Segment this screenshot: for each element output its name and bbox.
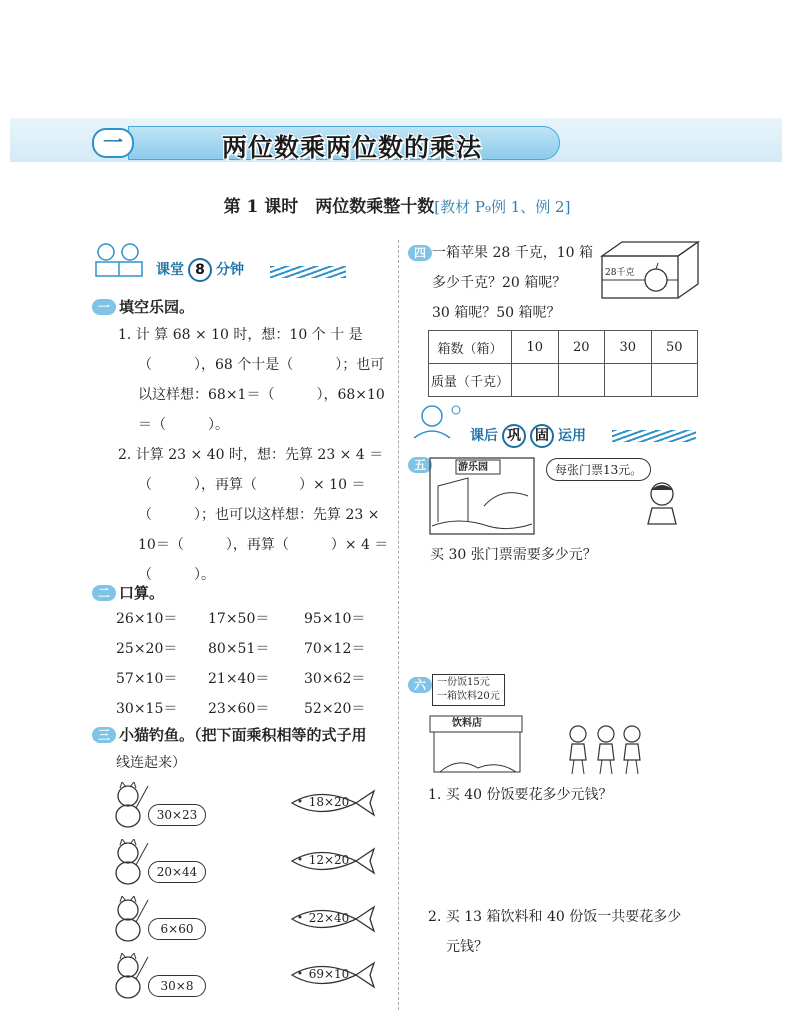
fill-in-blanks [118, 320, 392, 590]
girl-reading-icon [406, 402, 464, 444]
section-4-badge [408, 244, 435, 262]
section-badge: 五 [408, 457, 432, 473]
oral-row [116, 668, 396, 698]
section-badge: 四 [408, 245, 432, 261]
section-1-title [92, 296, 194, 317]
oral-item: 57×10＝ [116, 671, 178, 687]
section-3-title-cont: 线连起来） [116, 755, 186, 771]
lesson-title [0, 192, 794, 217]
oral-item: 80×51＝ [208, 641, 270, 657]
oral-item: 25×20＝ [116, 641, 178, 657]
oral-calc-grid [116, 608, 396, 728]
fish-item[interactable] [290, 904, 376, 934]
kids-reading-icon [88, 240, 150, 280]
table-cell: 20 [558, 331, 605, 364]
children-icon [566, 724, 648, 776]
answer-cell[interactable] [558, 364, 605, 397]
section-4-text [432, 238, 602, 328]
text-line: 元钱？ [446, 939, 488, 955]
cat-item[interactable] [110, 953, 210, 1003]
question-2 [428, 902, 681, 962]
cat-equation: 6×60 [148, 918, 206, 940]
section-title-text: 填空乐园。 [119, 298, 195, 316]
section-badge: 二 [92, 585, 116, 601]
oral-row [116, 608, 396, 638]
text-line: 1. 计 算 68 × 10 时，想：10 个 十 是 [118, 327, 363, 343]
table-cell: 30 [605, 331, 652, 364]
answer-cell[interactable] [512, 364, 559, 397]
unit-number: 一 [92, 128, 134, 158]
price-line: 一份饭15元 [437, 677, 490, 688]
unit-title: 两位数乘两位数的乘法 [222, 133, 483, 162]
oral-item: 30×15＝ [116, 701, 178, 717]
oral-item: 70×12＝ [304, 641, 366, 657]
section-badge: 六 [408, 677, 432, 693]
consolidate-circle: 固 [530, 424, 554, 448]
fish-item[interactable] [290, 960, 376, 990]
fish-equation: 69×10 [308, 967, 350, 981]
oral-item: 30×62＝ [304, 671, 366, 687]
text-line: ＝（ ）。 [138, 417, 229, 433]
section-6-badge [408, 676, 435, 694]
apply-label: 运用 [558, 428, 586, 444]
speech-bubble: 每张门票13元。 [546, 458, 651, 481]
cat-equation: 20×44 [148, 861, 206, 883]
cat-equation: 30×8 [148, 975, 206, 997]
minutes-label: 分钟 [216, 262, 244, 278]
oral-item: 21×40＝ [208, 671, 270, 687]
section-3-title [92, 724, 367, 745]
after-class-header [470, 424, 586, 448]
park-sign: 游乐园 [458, 462, 488, 473]
consolidate-circle: 巩 [502, 424, 526, 448]
text-line: 以这样想：68×1＝（ ），68×10 [138, 387, 385, 403]
answer-cell[interactable] [605, 364, 652, 397]
minutes-circle: 8 [188, 258, 212, 282]
section-2-title [92, 582, 164, 603]
question-text: 1. 买 40 份饭要花多少元钱？ [428, 787, 613, 803]
text-line: 多少千克？20 箱呢？ [432, 275, 567, 291]
cat-item[interactable] [110, 782, 210, 832]
table-cell: 50 [651, 331, 698, 364]
column-divider [398, 240, 399, 1010]
table-cell: 质量（千克） [429, 364, 512, 397]
section-title-text: 口算。 [119, 584, 165, 602]
box-label: 28千克 [605, 268, 635, 278]
cat-equation: 30×23 [148, 804, 206, 826]
girl-icon [638, 478, 688, 528]
oral-item: 26×10＝ [116, 611, 178, 627]
price-board [432, 674, 505, 706]
oral-item: 52×20＝ [304, 701, 366, 717]
fish-column [290, 788, 380, 1008]
fish-item[interactable] [290, 788, 376, 818]
answer-cell[interactable] [651, 364, 698, 397]
textbook-reference: [教材 P₉例 1、例 2] [434, 198, 571, 216]
oral-row [116, 638, 396, 668]
lesson-title-text: 第 1 课时 两位数乘整十数 [223, 197, 435, 217]
text-line: （ ），68 个十是（ ）；也可 [138, 357, 385, 373]
cat-icon [110, 896, 150, 944]
fish-equation: 18×20 [308, 795, 350, 809]
table-row [429, 364, 698, 397]
question-text: 买 30 张门票需要多少元？ [430, 547, 597, 563]
header-stripe [270, 266, 346, 278]
section-title-text: 小猫钓鱼。（把下面乘积相等的式子用 [119, 726, 367, 744]
text-line: 一箱苹果 28 千克，10 箱 [432, 245, 593, 261]
text-line: （ ），再算（ ）× 10 ＝ [138, 477, 366, 493]
oral-item: 23×60＝ [208, 701, 270, 717]
cat-icon [110, 839, 150, 887]
price-line: 一箱饮料20元 [437, 691, 500, 702]
section-badge: 一 [92, 299, 116, 315]
text-line: （ ）。 [138, 567, 215, 583]
table-row [429, 331, 698, 364]
table-cell: 箱数（箱） [429, 331, 512, 364]
cat-icon [110, 782, 150, 830]
header-stripe [612, 430, 696, 442]
section-badge: 三 [92, 727, 116, 743]
shop-sign: 饮料店 [452, 718, 482, 729]
cat-item[interactable] [110, 896, 210, 946]
table-cell: 10 [512, 331, 559, 364]
cats-column [110, 782, 210, 1012]
fish-item[interactable] [290, 846, 376, 876]
text-line: 10＝（ ），再算（ ）× 4 ＝ [138, 537, 389, 553]
cat-item[interactable] [110, 839, 210, 889]
text-line: 2. 买 13 箱饮料和 40 份饭一共要花多少 [428, 909, 682, 925]
cat-icon [110, 953, 150, 1001]
text-line: （ ）；也可以这样想：先算 23 × [138, 507, 380, 523]
text-line: 30 箱呢？50 箱呢？ [432, 305, 561, 321]
fish-equation: 12×20 [308, 853, 350, 867]
oral-item: 95×10＝ [304, 611, 366, 627]
oral-item: 17×50＝ [208, 611, 270, 627]
classroom-label: 课堂 [156, 262, 184, 278]
fish-equation: 22×40 [308, 911, 350, 925]
text-line: 2. 计算 23 × 40 时，想：先算 23 × 4 ＝ [118, 447, 384, 463]
classroom-header [156, 258, 244, 282]
after-class-label: 课后 [470, 428, 498, 444]
weight-table [428, 330, 698, 397]
